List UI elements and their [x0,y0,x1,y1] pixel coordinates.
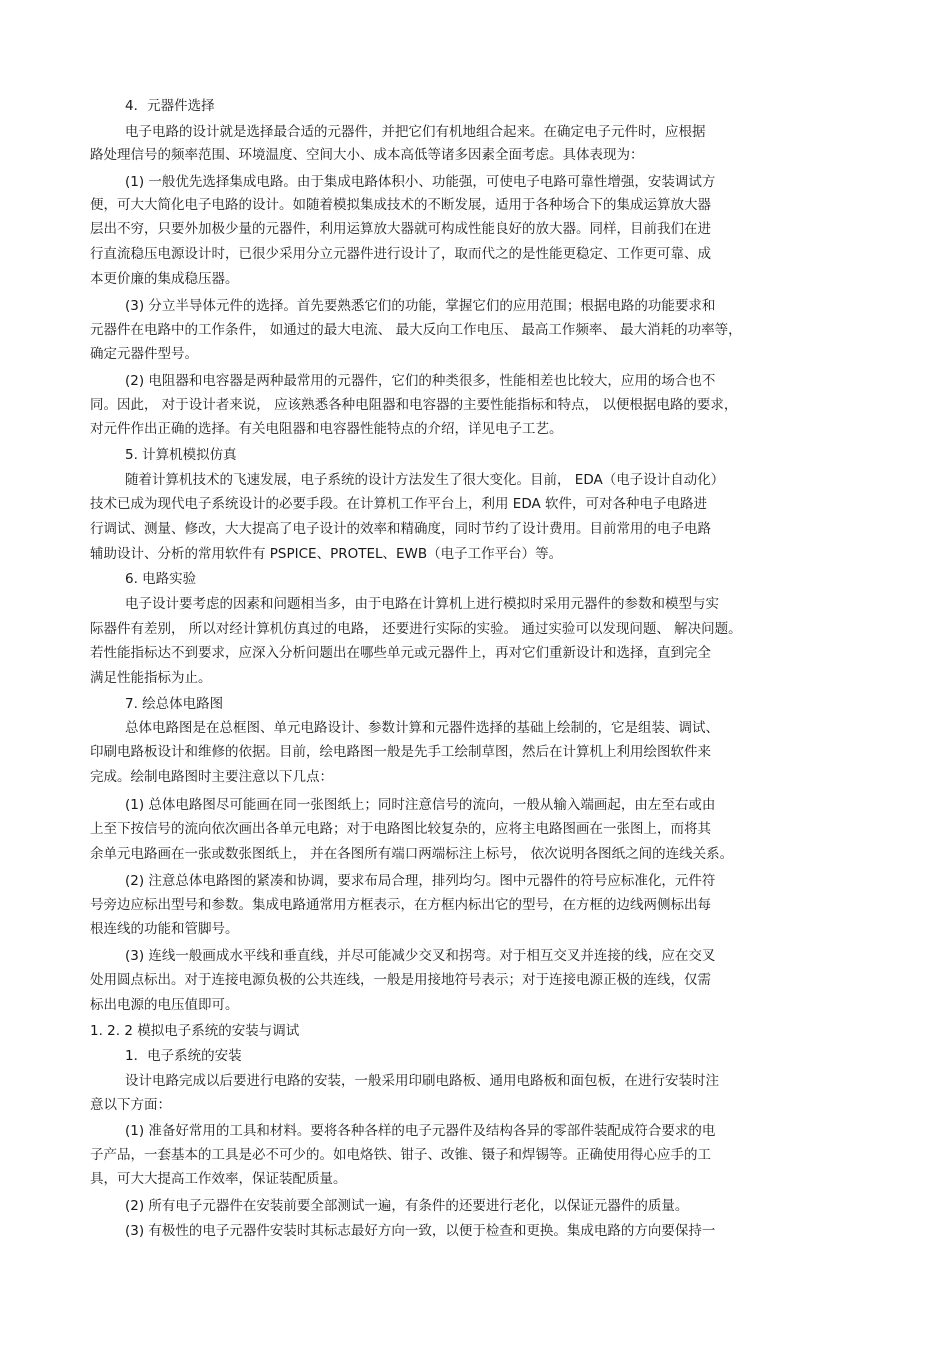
text-line: 辅助设计、分析的常用软件有 PSPICE、PROTEL、EWB（电子工作平台）等。 [90,546,563,562]
text-line: 处用圆点标出。对于连接电源负极的公共连线，一般是用接地符号表示；对于连接电源正极的连线，仅需 [90,972,711,988]
text-line: 设计电路完成以后要进行电路的安装，一般采用印刷电路板、通用电路板和面包板，在进行安装时注 [125,1073,719,1089]
text-line: 电子设计要考虑的因素和问题相当多，由于电路在计算机上进行模拟时采用元器件的参数和模型与实 [125,596,719,612]
text-line: (2) 所有电子元器件在安装前要全部测试一遍，有条件的还要进行老化，以保证元器件的质量。 [125,1198,689,1214]
text-line: 满足性能指标为止。 [90,670,212,686]
text-line: 7. 绘总体电路图 [125,696,224,712]
text-line: 完成。绘制电路图时主要注意以下几点： [90,769,333,785]
text-line: (2) 注意总体电路图的紧凑和协调，要求布局合理，排列均匀。图中元器件的符号应标准化，元件符 [125,873,716,889]
text-line: 元器件在电路中的工作条件， 如通过的最大电流、 最大反向工作电压、 最高工作频率、 最大消耗的功率等， [90,322,742,338]
text-line: (3) 连线一般画成水平线和垂直线，并尽可能减少交叉和拐弯。对于相互交叉并连接的线，应在交叉 [125,948,716,964]
text-line: 号旁边应标出型号和参数。集成电路通常用方框表示，在方框内标出它的型号，在方框的边线两侧标出每 [90,897,711,913]
text-line: 根连线的功能和管脚号。 [90,921,239,937]
text-line: 路处理信号的频率范围、环境温度、空间大小、成本高低等诸多因素全面考虑。具体表现为： [90,147,644,163]
text-line: 电子电路的设计就是选择最合适的元器件，并把它们有机地组合起来。在确定电子元件时，应根据 [125,124,706,140]
text-line: 行调试、测量、修改，大大提高了电子设计的效率和精确度，同时节约了设计费用。目前常用的电子电路 [90,521,711,537]
text-line: (2) 电阻器和电容器是两种最常用的元器件，它们的种类很多，性能相差也比较大，应用的场合也不 [125,373,716,389]
text-line: 际器件有差别， 所以对经计算机仿真过的电路， 还要进行实际的实验。 通过实验可以发现问题、 解决问题。 [90,621,742,637]
text-line: 层出不穷，只要外加极少量的元器件，利用运算放大器就可构成性能良好的放大器。同样，目前我们在进 [90,221,711,237]
text-line: 子产品，一套基本的工具是必不可少的。如电烙铁、钳子、改锥、镊子和焊锡等。正确使用得心应手的工 [90,1147,711,1163]
text-line: 总体电路图是在总框图、单元电路设计、参数计算和元器件选择的基础上绘制的，它是组装、调试、 [125,720,719,736]
text-line: 行直流稳压电源设计时，已很少采用分立元器件进行设计了，取而代之的是性能更稳定、工作更可靠、成 [90,246,711,262]
text-line: 意以下方面： [90,1097,171,1113]
text-line: 确定元器件型号。 [90,346,198,362]
text-line: 印刷电路板设计和维修的依据。目前，绘电路图一般是先手工绘制草图，然后在计算机上利用绘图软件来 [90,744,711,760]
text-line: (1) 一般优先选择集成电路。由于集成电路体积小、功能强，可使电子电路可靠性增强，安装调试方 [125,174,716,190]
text-line: 随着计算机技术的飞速发展，电子系统的设计方法发生了很大变化。目前， EDA（电子设计自动化） [125,472,725,488]
text-line: 余单元电路画在一张或数张图纸上， 并在各图所有端口两端标注上标号， 依次说明各图纸之间的连线关系。 [90,846,734,862]
text-line: 6. 电路实验 [125,571,197,587]
text-line: 具，可大大提高工作效率，保证装配质量。 [90,1171,347,1187]
text-line: 若性能指标达不到要求，应深入分析问题出在哪些单元或元器件上，再对它们重新设计和选择，直到完全 [90,645,711,661]
text-line: 1. 2. 2 模拟电子系统的安装与调试 [90,1023,300,1039]
text-line: (1) 总体电路图尽可能画在同一张图纸上；同时注意信号的流向，一般从输入端画起，由左至右或由 [125,797,716,813]
text-line: 1．电子系统的安装 [125,1048,242,1064]
text-line: 技术已成为现代电子系统设计的必要手段。在计算机工作平台上，利用 EDA 软件，可对各种电子电路进 [90,496,708,512]
text-line: 上至下按信号的流向依次画出各单元电路；对于电路图比较复杂的，应将主电路图画在一张图上，而将其 [90,821,711,837]
text-line: 5. 计算机模拟仿真 [125,447,237,463]
text-line: 便，可大大简化电子电路的设计。如随着模拟集成技术的不断发展，适用于各种场合下的集成运算放大器 [90,197,711,213]
text-line: 对元件作出正确的选择。有关电阻器和电容器性能特点的介绍，详见电子工艺。 [90,421,563,437]
text-line: (3) 有极性的电子元器件安装时其标志最好方向一致，以便于检查和更换。集成电路的方向要保持一 [125,1223,716,1239]
text-line: 本更价廉的集成稳压器。 [90,271,239,287]
text-line: 4．元器件选择 [125,98,215,114]
text-line: 标出电源的电压值即可。 [90,997,239,1013]
text-line: (1) 准备好常用的工具和材料。要将各种各样的电子元器件及结构各异的零部件装配成符合要求的电 [125,1123,716,1139]
text-line: (3) 分立半导体元件的选择。首先要熟悉它们的功能，掌握它们的应用范围；根据电路的功能要求和 [125,298,716,314]
text-line: 同。因此， 对于设计者来说， 应该熟悉各种电阻器和电容器的主要性能指标和特点， 以便根据电路的要求， [90,397,738,413]
